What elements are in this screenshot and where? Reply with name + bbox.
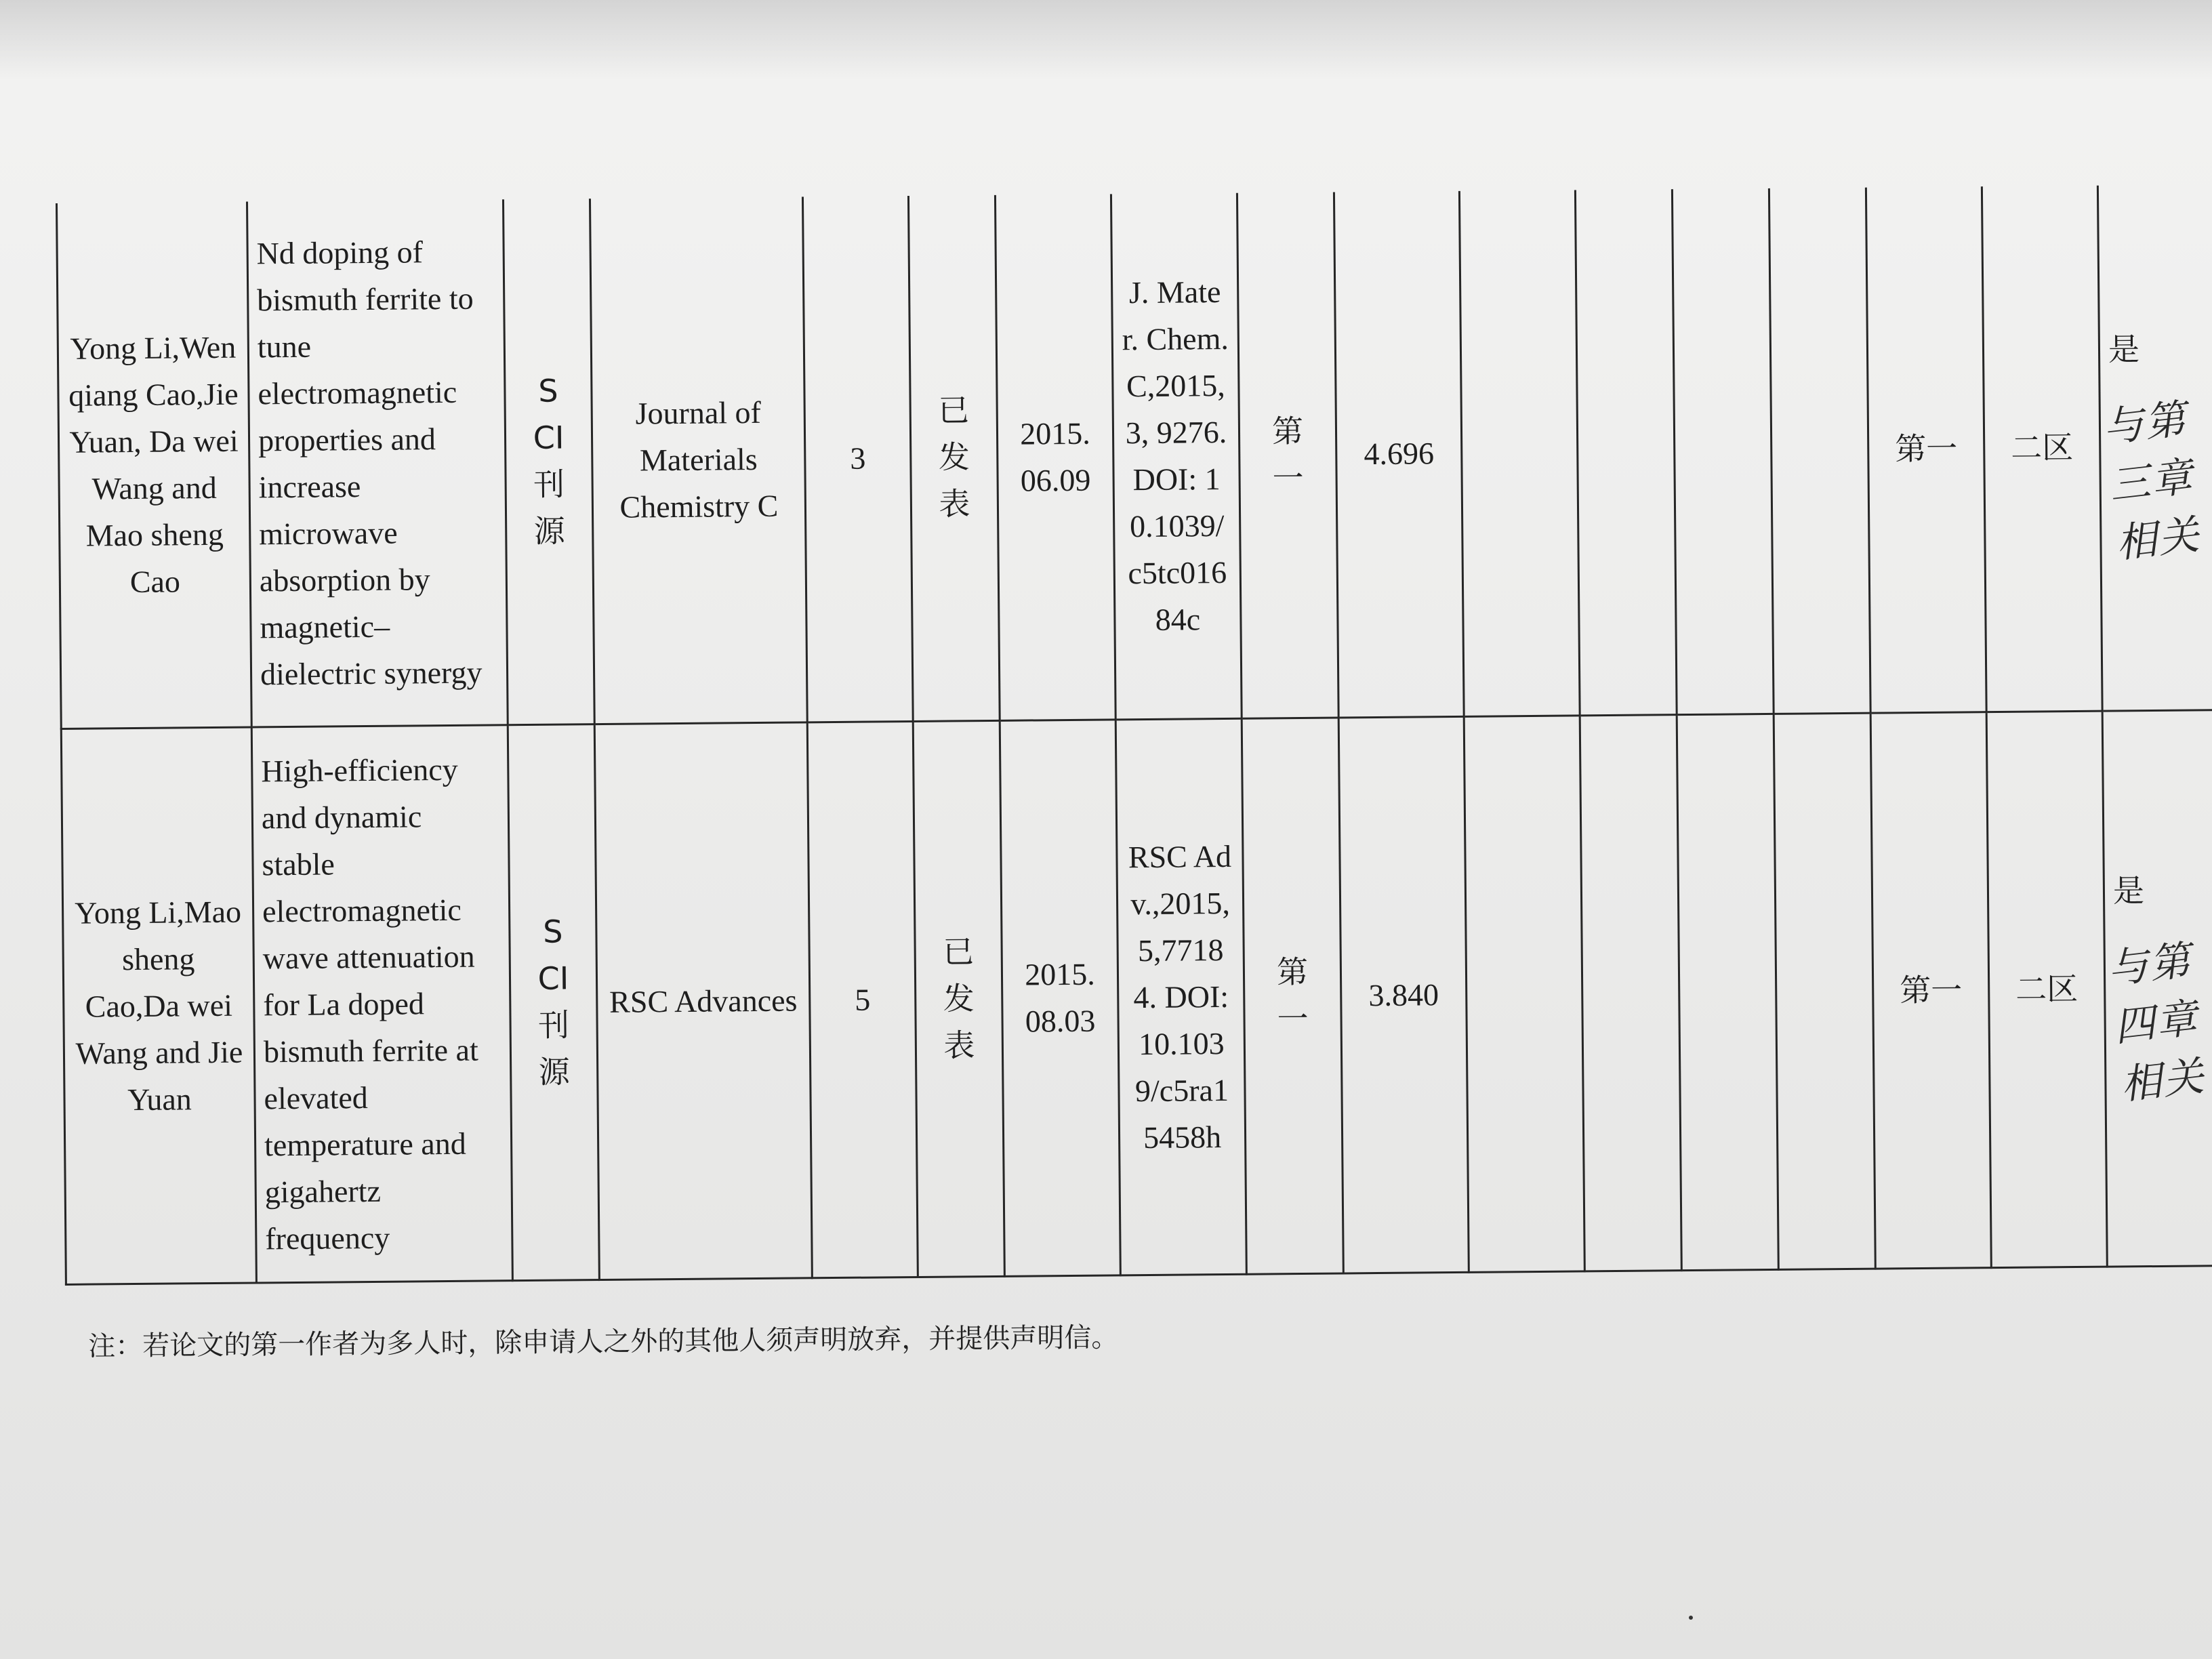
- empty-cell: [1575, 189, 1677, 715]
- author-order-text: 第一: [1271, 412, 1304, 497]
- citation-cell: RSC Adv.,2015,5,77184. DOI: 10.1039/c5ra15458h: [1115, 718, 1246, 1275]
- journal-cell: RSC Advances: [594, 722, 812, 1279]
- empty-cell: [1677, 714, 1778, 1270]
- index-type-cell: [508, 724, 599, 1280]
- index-type-cell: [503, 199, 594, 724]
- status-cell: [908, 195, 1000, 721]
- footnote: 注：若论文的第一作者为多人时，除申请人之外的其他人须声明放弃，并提供声明信。: [88, 1322, 1119, 1362]
- date-cell: 2015. 08.03: [1000, 719, 1120, 1275]
- author-order-text: 第一: [1276, 953, 1309, 1038]
- zone-cell: 二区: [1986, 711, 2107, 1267]
- empty-cell: [1769, 188, 1870, 714]
- author-order-cell: [1237, 192, 1338, 718]
- empty-cell: [1580, 714, 1681, 1271]
- table-row: [56, 184, 2212, 729]
- publication-table-sheet: [56, 184, 2212, 1285]
- date-cell: 2015. 06.09: [995, 194, 1115, 720]
- empty-cell: [1459, 190, 1580, 716]
- empty-cell: [1774, 713, 1875, 1269]
- publication-table: [56, 184, 2212, 1285]
- index-type-text: SCI刊源: [533, 372, 565, 550]
- impact-factor-cell: 3.840: [1338, 716, 1469, 1273]
- table-row: [61, 710, 2212, 1284]
- status-cell: [913, 720, 1004, 1277]
- paper-title-cell: Nd doping of bismuth ferrite to tune electromagnetic properties and increase microwave absorption by magnetic–dielectric synergy: [247, 199, 508, 726]
- empty-cell: [1672, 188, 1774, 714]
- authors-cell: Yong Li,Mao sheng Cao,Da wei Wang and Jie Yuan: [61, 727, 256, 1284]
- index-type-text: SCI刊源: [537, 913, 570, 1090]
- impact-factor-cell: 4.696: [1334, 191, 1464, 718]
- paper-speck: [1689, 1616, 1693, 1620]
- paper-fold-shadow: [0, 0, 2212, 81]
- author-order-cell: [1242, 718, 1343, 1274]
- related-cell: [2102, 710, 2212, 1267]
- status-text: 已发表: [937, 392, 970, 523]
- handwritten-note: 与第四章相关: [2105, 936, 2208, 1109]
- rank-cell: 5: [807, 721, 918, 1277]
- authors-cell: Yong Li,Wen qiang Cao,Jie Yuan, Da wei Wang and Mao sheng Cao: [56, 202, 251, 729]
- journal-cell: Journal of Materials Chemistry C: [590, 197, 807, 724]
- zone-cell: 二区: [1982, 186, 2102, 712]
- paper-title-cell: High-efficiency and dynamic stable electromagnetic wave attenuation for La doped bismuth ferrite at elevated temperature and gigahertz frequency: [251, 724, 512, 1282]
- related-cell: [2097, 184, 2212, 711]
- first-affiliation-cell: 第一: [1866, 186, 1986, 712]
- first-affiliation-cell: 第一: [1870, 712, 1991, 1268]
- related-text: 是: [2108, 331, 2140, 368]
- handwritten-note: 与第三章相关: [2100, 395, 2203, 568]
- citation-cell: J. Mater. Chem. C,2015, 3, 9276. DOI: 10.1039/c5tc01684c: [1111, 193, 1242, 720]
- status-text: 已发表: [942, 933, 975, 1064]
- related-text: 是: [2112, 872, 2145, 909]
- rank-cell: 3: [802, 196, 913, 722]
- empty-cell: [1464, 715, 1584, 1271]
